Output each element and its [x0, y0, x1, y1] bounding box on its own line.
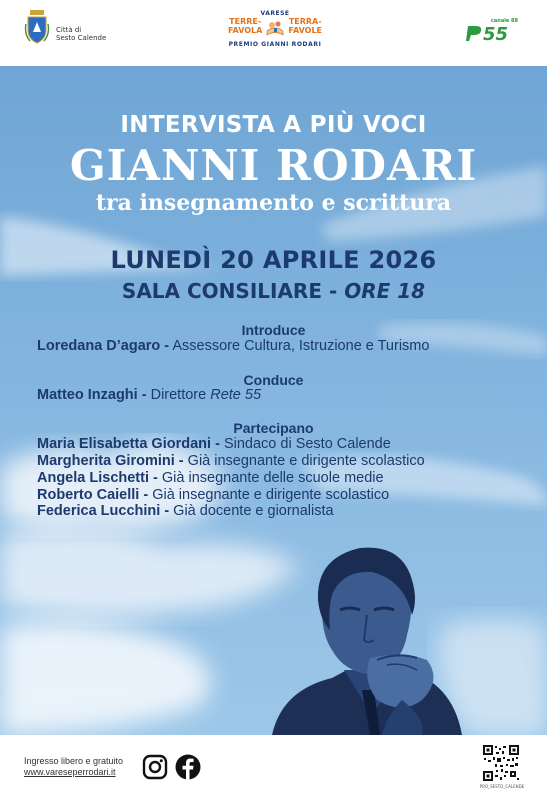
- logo-favola: FAVOLA: [228, 26, 263, 35]
- logo-favole: FAVOLE: [288, 26, 322, 35]
- rodari-portrait: [252, 540, 472, 735]
- rete55-logo: [466, 18, 522, 44]
- logo-right-words: [288, 17, 322, 35]
- entry-info: [24, 756, 123, 778]
- partecipano-heading: Partecipano: [233, 420, 314, 436]
- logo-canale: canale 88: [490, 18, 518, 24]
- speaker-line: [37, 338, 429, 354]
- introduce-heading: Introduce: [241, 322, 306, 338]
- speaker-role: Direttore: [146, 387, 211, 403]
- logo-premio: PREMIO GIANNI RODARI: [228, 41, 322, 48]
- footer: [0, 735, 547, 800]
- logo-terre: TERRE-: [229, 17, 262, 26]
- speaker-role: Sindaco di Sesto Calende: [219, 436, 391, 452]
- speaker-line: [37, 453, 425, 469]
- hero-title: GIANNI RODARI: [69, 141, 478, 190]
- city-line-2: Sesto Calende: [56, 34, 107, 42]
- speaker-role: Già insegnante delle scuole medie: [157, 470, 384, 486]
- event-place: [0, 279, 547, 303]
- website-link[interactable]: www.vareseperrodari.it: [24, 767, 116, 777]
- logo-terra: TERRA-: [288, 17, 322, 26]
- hero-kicker: INTERVISTA A PIÙ VOCI: [120, 112, 427, 138]
- hero-subtitle: tra insegnamento e scrittura: [95, 190, 452, 216]
- speaker-line: [37, 387, 261, 403]
- book-illustration-icon: [265, 19, 285, 37]
- terre-favole-logo: [223, 10, 327, 56]
- speaker-name: Federica Lucchini -: [37, 503, 170, 519]
- city-line-1: Città di: [56, 26, 82, 34]
- svg-text:55: 55: [483, 24, 509, 44]
- qr-caption: PRO_SESTO_CALENDE: [479, 784, 525, 789]
- speaker-role: Assessore Cultura, Istruzione e Turismo: [169, 338, 430, 354]
- city-name: [56, 26, 106, 42]
- speaker-role: Già docente e giornalista: [169, 503, 334, 519]
- speaker-line: [37, 470, 384, 486]
- instagram-icon[interactable]: [142, 754, 168, 780]
- entry-text: Ingresso libero e gratuito: [24, 756, 124, 766]
- event-time: ORE 18: [344, 279, 426, 303]
- speaker-role: Già insegnante e dirigente scolastico: [148, 487, 390, 503]
- event-date: LUNEDÌ 20 APRILE 2026: [110, 246, 437, 274]
- speaker-role: Già insegnante e dirigente scolastico: [183, 453, 425, 469]
- speaker-name: Loredana D’agaro -: [37, 338, 170, 354]
- speaker-name: Margherita Giromini -: [37, 453, 184, 469]
- logo-left-words: [228, 17, 262, 35]
- conduce-heading: Conduce: [243, 372, 304, 388]
- logo-varese: VARESE: [260, 10, 290, 17]
- speaker-name: Matteo Inzaghi -: [37, 387, 147, 403]
- speaker-role-italic: Rete 55: [210, 387, 262, 403]
- speaker-name: Maria Elisabetta Giordani -: [37, 436, 220, 452]
- speaker-line: [37, 487, 389, 503]
- event-venue: SALA CONSILIARE -: [121, 279, 345, 303]
- header: [0, 0, 547, 66]
- logo-row: [223, 17, 327, 41]
- speaker-name: Roberto Caielli -: [37, 487, 149, 503]
- speaker-line: [37, 436, 391, 452]
- speaker-line: [37, 503, 334, 519]
- facebook-icon[interactable]: [175, 754, 201, 780]
- coat-of-arms-icon: [24, 10, 50, 46]
- speaker-name: Angela Lischetti -: [37, 470, 158, 486]
- qr-code-icon[interactable]: [482, 744, 520, 782]
